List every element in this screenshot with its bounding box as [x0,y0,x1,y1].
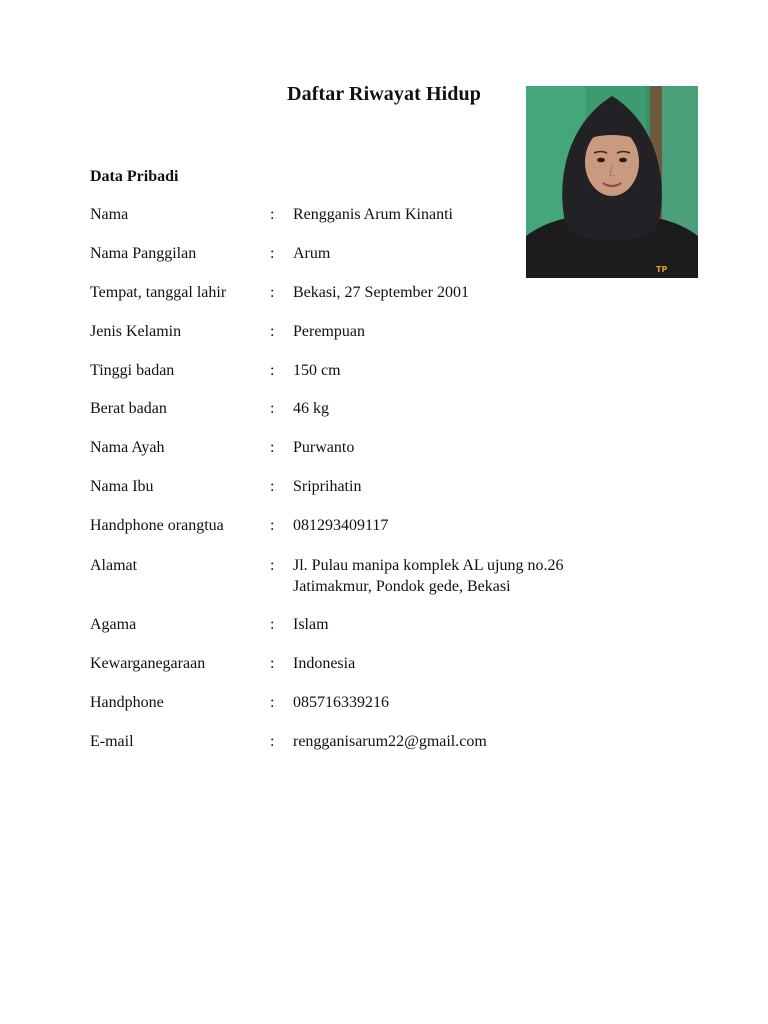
field-label: E-mail [90,733,134,750]
field-label: Berat badan [90,400,167,417]
field-value: 081293409117 [293,517,389,534]
field-separator: : [270,616,275,633]
field-value: 46 kg [293,400,329,417]
field-label: Handphone [90,694,164,711]
field-separator: : [270,655,275,672]
field-separator: : [270,733,275,750]
field-separator: : [270,557,275,574]
field-label: Kewarganegaraan [90,655,206,672]
page-title: Daftar Riwayat Hidup [287,83,481,105]
field-value: Bekasi, 27 September 2001 [293,284,469,301]
field-label: Alamat [90,557,138,574]
field-label: Tempat, tanggal lahir [90,284,227,301]
field-label: Handphone orangtua [90,517,224,534]
field-label: Nama Panggilan [90,245,197,262]
field-value-line2: Jatimakmur, Pondok gede, Bekasi [293,578,511,595]
field-value: 085716339216 [293,694,389,711]
field-value: Purwanto [293,439,355,456]
field-value: Jl. Pulau manipa komplek AL ujung no.26 [293,557,564,574]
field-value: 150 cm [293,362,341,379]
field-separator: : [270,284,275,301]
field-separator: : [270,439,275,456]
field-value: Sriprihatin [293,478,362,495]
field-separator: : [270,517,275,534]
field-value: Perempuan [293,323,365,340]
field-label: Nama Ibu [90,478,154,495]
section-heading-data-pribadi: Data Pribadi [90,168,179,185]
field-separator: : [270,478,275,495]
field-separator: : [270,400,275,417]
field-value: Arum [293,245,331,262]
field-label: Nama Ayah [90,439,165,456]
field-value: rengganisarum22@gmail.com [293,733,487,750]
field-separator: : [270,245,275,262]
field-label: Nama [90,206,129,223]
field-separator: : [270,694,275,711]
svg-text:TP: TP [656,265,668,274]
field-value: Islam [293,616,329,633]
field-label: Agama [90,616,137,633]
field-value: Rengganis Arum Kinanti [293,206,453,223]
field-separator: : [270,362,275,379]
profile-photo [526,86,698,278]
field-separator: : [270,323,275,340]
field-label: Tinggi badan [90,362,175,379]
field-separator: : [270,206,275,223]
field-value: Indonesia [293,655,356,672]
field-label: Jenis Kelamin [90,323,182,340]
